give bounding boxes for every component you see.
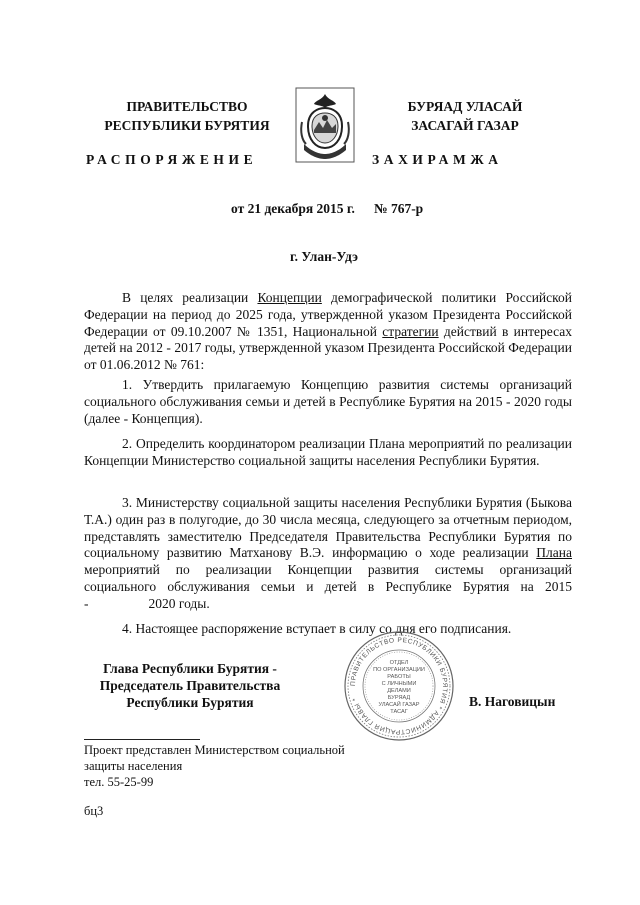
item-3-paragraph xyxy=(84,495,572,613)
stamp-line-4: С ЛИЧНЫМИ xyxy=(381,681,417,687)
org-name-bua-line2: ЗАСАГАЙ ГАЗАР xyxy=(411,118,519,133)
stamp-line-7: УЛАСАЙ ГАЗАР xyxy=(378,702,420,708)
org-name-bua xyxy=(360,97,570,135)
stamp-line-3: РАБОТЫ xyxy=(387,674,411,680)
signatory-title xyxy=(80,660,300,711)
intro-text-1: В целях реализации xyxy=(122,290,258,305)
strategy-link[interactable]: стратегии xyxy=(382,323,439,339)
item-4-paragraph: 4. Настоящее распоряжение вступает в силу со дня его подписания. xyxy=(122,621,512,636)
doc-type-bua: ЗАХИРАМЖА xyxy=(372,152,503,167)
item-3-text-3: 2020 годы. xyxy=(148,595,210,611)
document-number: № 767-р xyxy=(374,201,424,216)
item-3-text-2: мероприятий по реализации Концепции развития системы организаций социального обслуживания семьи и детей в Республике Бурятия на 2015 - xyxy=(84,562,572,611)
signatory-title-line2: Председатель Правительства xyxy=(99,678,281,693)
stamp-ring-text: ПРАВИТЕЛЬСТВО РЕСПУБЛИКИ БУРЯТИЯ * АДМИНИСТРАЦИЯ ГЛАВЫ * xyxy=(349,636,449,736)
project-note-line1: Проект представлен Министерством социальной xyxy=(84,743,345,757)
intro-paragraph xyxy=(84,290,572,374)
coat-of-arms-emblem xyxy=(292,86,358,166)
doc-type-ru: РАСПОРЯЖЕНИЕ xyxy=(86,152,258,167)
document-city: г. Улан-Удэ xyxy=(290,249,358,264)
intro-text-3: действий в интересах детей на 2012 - 2017 годы, утвержденной указом Президента Российской Федерации от 01.06.2012 № 761: xyxy=(84,323,572,373)
project-note-phone: тел. 55-25-99 xyxy=(84,775,154,789)
project-note xyxy=(84,742,384,790)
footer-divider xyxy=(84,739,200,740)
document-code: бц3 xyxy=(84,804,104,818)
signatory-name: В. Наговицын xyxy=(469,694,556,709)
org-name-ru-line1: ПРАВИТЕЛЬСТВО xyxy=(126,99,248,114)
org-name-bua-line1: БУРЯАД УЛАСАЙ xyxy=(407,99,523,114)
official-stamp xyxy=(343,630,455,742)
signatory-title-line3: Республики Бурятия xyxy=(126,695,254,710)
stamp-line-1: ОТДЕЛ xyxy=(389,660,409,666)
org-name-ru-line2: РЕСПУБЛИКИ БУРЯТИЯ xyxy=(104,118,270,133)
stamp-line-2: ПО ОРГАНИЗАЦИИ xyxy=(373,667,425,673)
stamp-line-6: БУРЯАД xyxy=(387,695,411,701)
project-note-line2: защиты населения xyxy=(84,759,183,773)
plan-link[interactable]: Плана xyxy=(536,545,572,561)
signatory-title-line1: Глава Республики Бурятия - xyxy=(103,661,277,676)
intro-text-2: демографической политики Российской Федерации на период до 2025 года, утвержденной указом Президента Российской Федерации от 09.10.2007 № 1351, Национальной xyxy=(84,290,572,339)
document-date: от 21 декабря 2015 г. xyxy=(231,201,355,216)
item-1-paragraph: 1. Утвердить прилагаемую Концепцию развития системы организаций социального обслуживания семьи и детей в Республике Бурятия на 2015 - 2020 годы (далее - Концепция). xyxy=(84,377,572,426)
item-2-paragraph: 2. Определить координатором реализации Плана мероприятий по реализации Концепции Министерство социальной защиты населения Республики Бурятия. xyxy=(84,436,572,468)
item-3-text-1: 3. Министерству социальной защиты населения Республики Бурятия (Быкова Т.А.) один раз в полугодие, до 30 числа месяца, следующего за отчетным периодом, представлять заместителю Председателя Правительства Республики Бурятия по социальному развитию Матханову В.Э. информацию о ходе реализации xyxy=(84,495,572,561)
stamp-line-8: ТАСАГ xyxy=(390,709,408,715)
stamp-line-5: ДЕЛАМИ xyxy=(387,688,411,694)
concept-link[interactable]: Концепции xyxy=(257,290,322,305)
org-name-ru xyxy=(82,97,292,135)
